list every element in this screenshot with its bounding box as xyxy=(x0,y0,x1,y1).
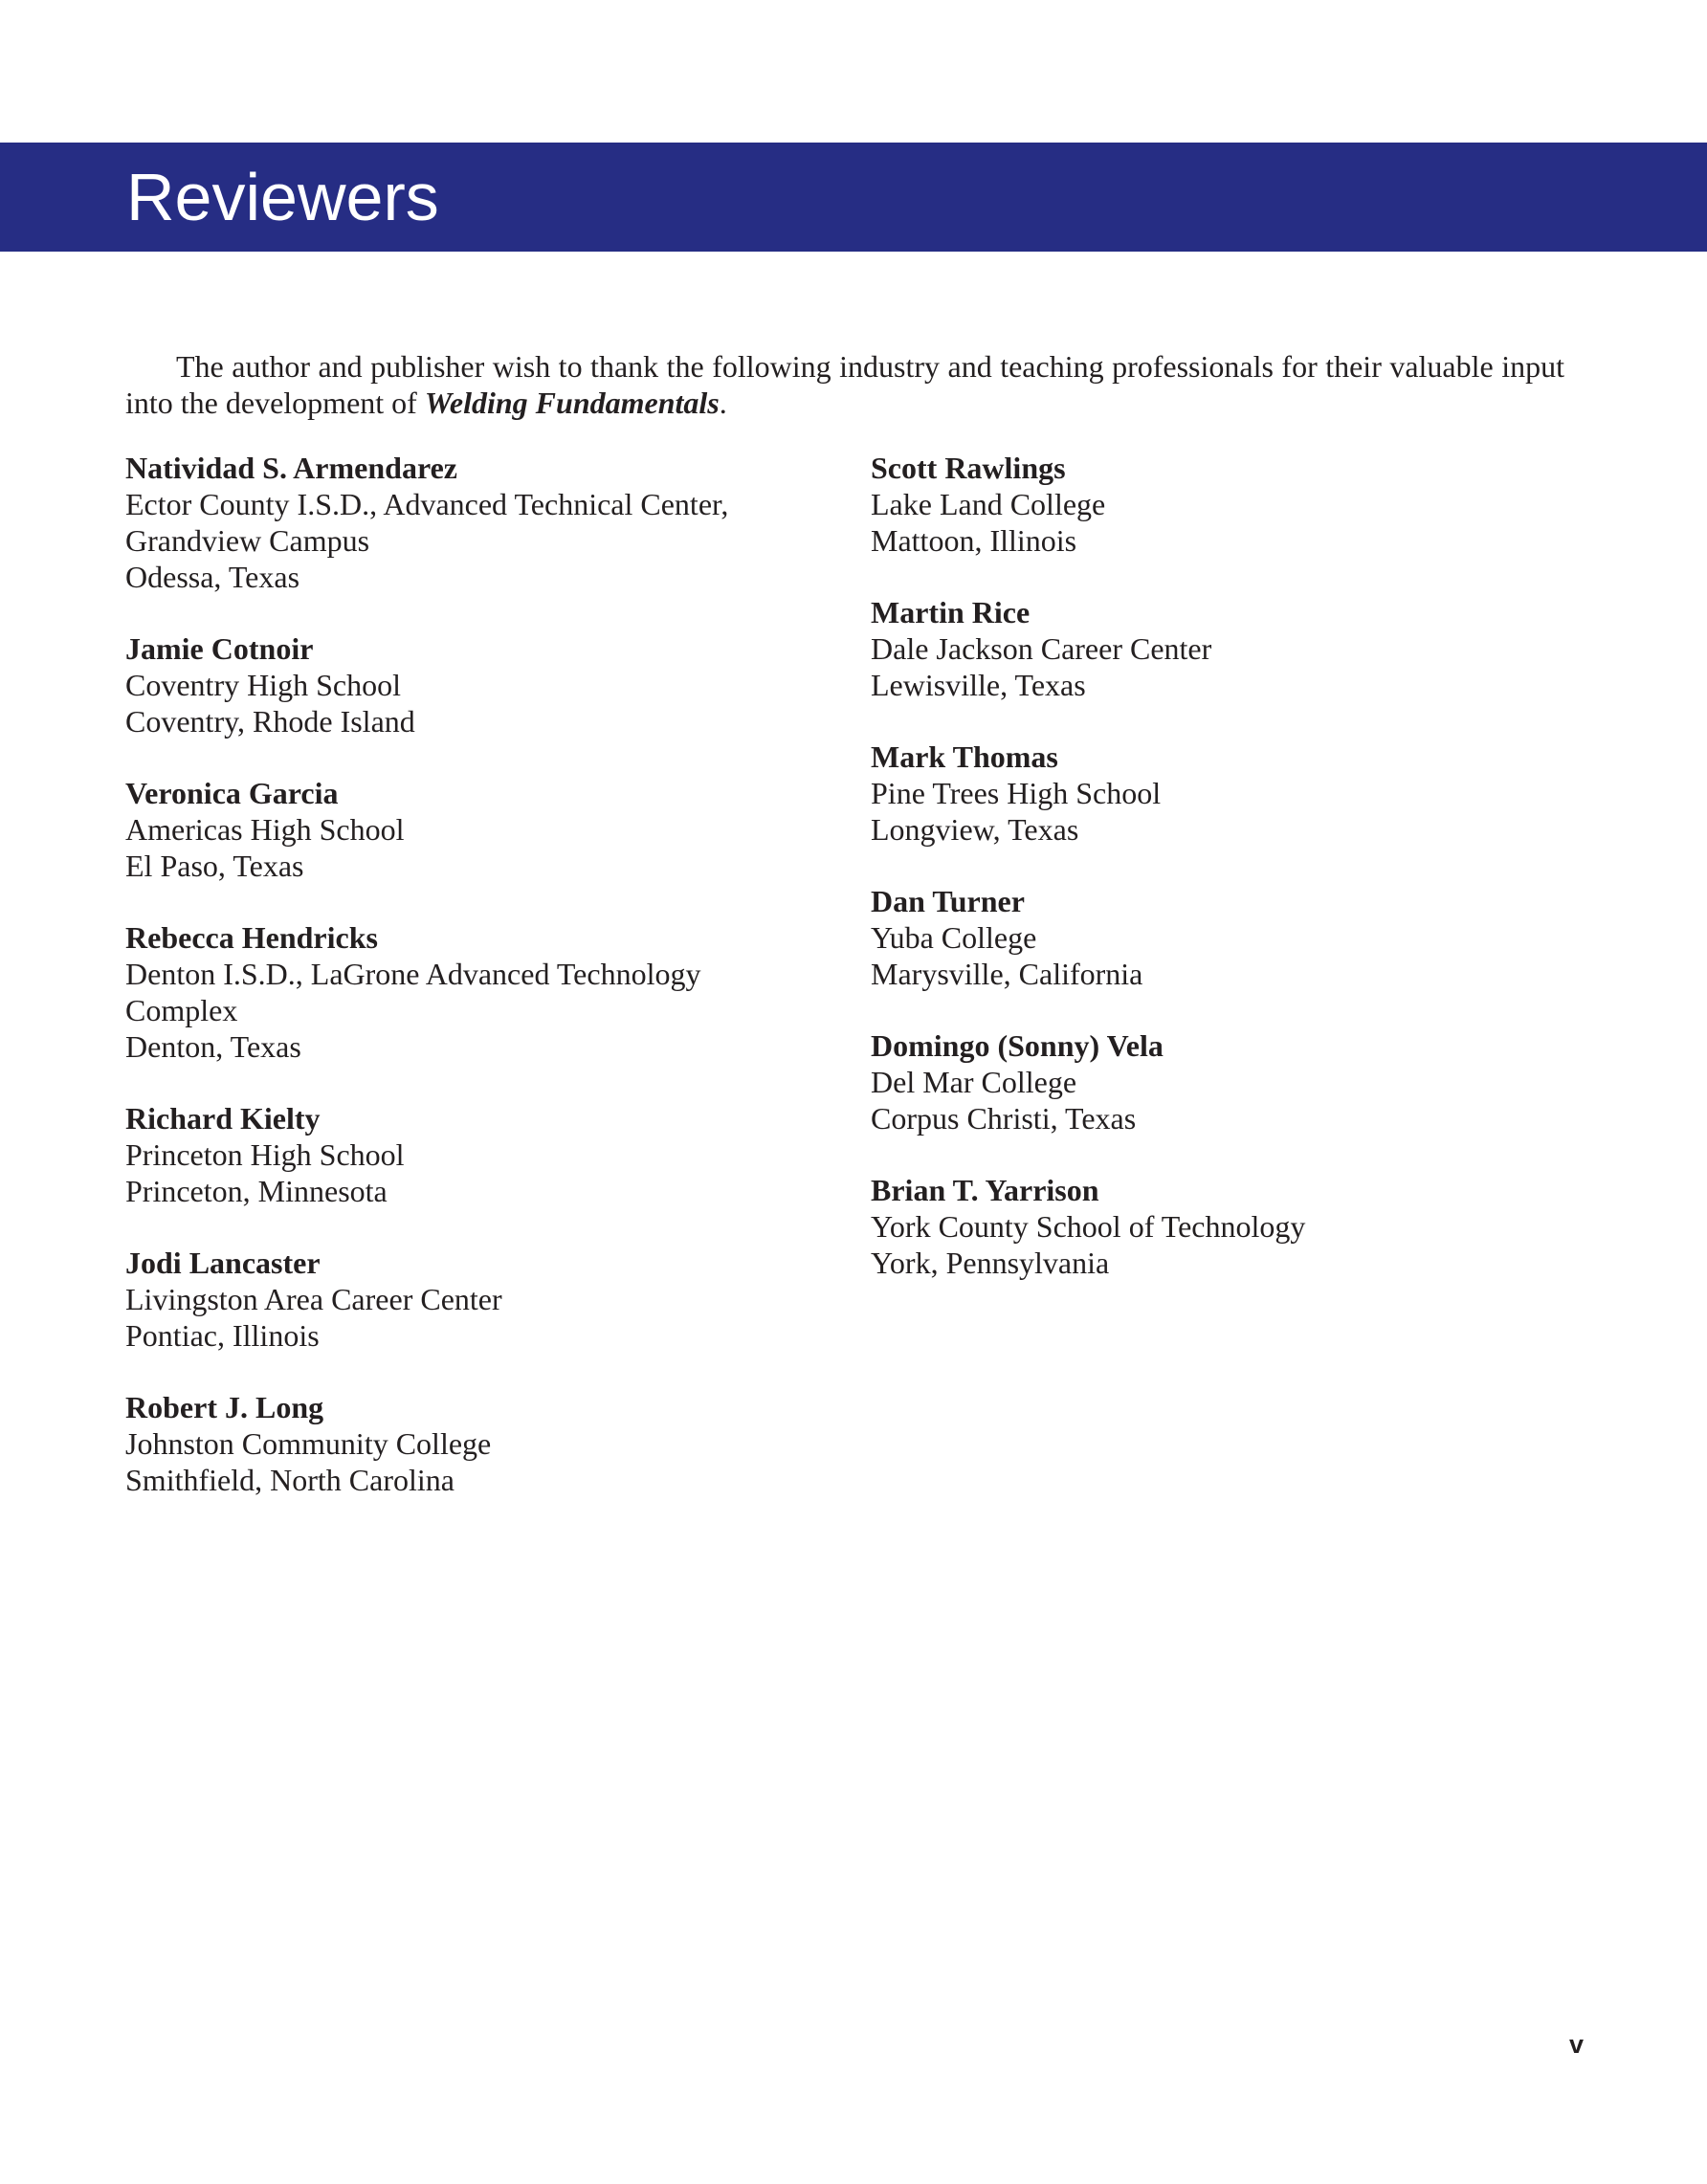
intro-text-end: . xyxy=(719,386,727,420)
reviewer-entry xyxy=(125,630,824,739)
reviewer-affiliation-line: Americas High School xyxy=(125,812,405,847)
title-band xyxy=(0,143,1707,252)
reviewer-name: Mark Thomas xyxy=(871,739,1058,774)
reviewer-affiliation-line: Dale Jackson Career Center xyxy=(871,631,1212,666)
reviewer-affiliation-line: Corpus Christi, Texas xyxy=(871,1101,1137,1136)
reviewer-affiliation-line: York County School of Technology xyxy=(871,1209,1306,1244)
reviewer-column-left xyxy=(125,450,824,1533)
reviewer-affiliation-line: Complex xyxy=(125,993,238,1027)
intro-text: The author and publisher wish to thank the following industry and teaching professionals for their valuable input into the development of xyxy=(125,349,1564,420)
reviewer-affiliation-line: Odessa, Texas xyxy=(125,560,300,594)
reviewer-entry xyxy=(871,1027,1569,1136)
reviewer-name: Scott Rawlings xyxy=(871,451,1066,485)
reviewer-name: Jamie Cotnoir xyxy=(125,631,314,666)
reviewer-affiliation-line: York, Pennsylvania xyxy=(871,1246,1110,1280)
reviewer-affiliation-line: Pontiac, Illinois xyxy=(125,1318,320,1353)
reviewer-entry xyxy=(125,919,824,1065)
reviewer-entry xyxy=(871,739,1569,848)
reviewer-column-right xyxy=(871,450,1569,1316)
reviewer-name: Rebecca Hendricks xyxy=(125,920,378,955)
reviewer-affiliation-line: Johnston Community College xyxy=(125,1426,492,1461)
reviewer-affiliation-line: Denton, Texas xyxy=(125,1029,301,1064)
reviewer-entry xyxy=(125,775,824,884)
intro-paragraph xyxy=(125,348,1564,421)
reviewer-entry xyxy=(871,594,1569,703)
reviewer-entry xyxy=(125,1389,824,1498)
reviewer-name: Brian T. Yarrison xyxy=(871,1173,1099,1207)
page-title: Reviewers xyxy=(126,160,439,234)
reviewer-affiliation-line: Del Mar College xyxy=(871,1065,1077,1099)
reviewer-affiliation-line: Denton I.S.D., LaGrone Advanced Technology xyxy=(125,957,701,991)
page-number: v xyxy=(1569,2030,1585,2059)
reviewer-affiliation-line: Lewisville, Texas xyxy=(871,668,1086,702)
reviewer-affiliation-line: Longview, Texas xyxy=(871,812,1079,847)
reviewer-affiliation-line: Ector County I.S.D., Advanced Technical Center, xyxy=(125,487,729,521)
reviewer-affiliation-line: El Paso, Texas xyxy=(125,849,304,883)
reviewer-name: Domingo (Sonny) Vela xyxy=(871,1028,1164,1063)
reviewer-entry xyxy=(125,1245,824,1354)
reviewer-affiliation-line: Smithfield, North Carolina xyxy=(125,1463,454,1497)
reviewer-name: Veronica Garcia xyxy=(125,776,339,810)
reviewer-entry xyxy=(871,450,1569,559)
reviewer-affiliation-line: Mattoon, Illinois xyxy=(871,523,1077,558)
reviewer-name: Jodi Lancaster xyxy=(125,1246,321,1280)
reviewer-affiliation-line: Pine Trees High School xyxy=(871,776,1162,810)
reviewer-name: Richard Kielty xyxy=(125,1101,321,1136)
reviewer-affiliation-line: Yuba College xyxy=(871,920,1037,955)
reviewer-name: Martin Rice xyxy=(871,595,1031,629)
reviewer-name: Robert J. Long xyxy=(125,1390,324,1424)
reviewer-name: Dan Turner xyxy=(871,884,1025,918)
reviewer-affiliation-line: Coventry High School xyxy=(125,668,401,702)
reviewer-name: Natividad S. Armendarez xyxy=(125,451,457,485)
reviewer-affiliation-line: Coventry, Rhode Island xyxy=(125,704,415,739)
reviewer-affiliation-line: Marysville, California xyxy=(871,957,1143,991)
reviewer-affiliation-line: Livingston Area Career Center xyxy=(125,1282,502,1316)
reviewer-affiliation-line: Princeton, Minnesota xyxy=(125,1174,388,1208)
reviewer-entry xyxy=(871,1172,1569,1281)
reviewer-entry xyxy=(125,450,824,595)
reviewer-entry xyxy=(125,1100,824,1209)
reviewer-affiliation-line: Grandview Campus xyxy=(125,523,370,558)
reviewer-affiliation-line: Princeton High School xyxy=(125,1137,405,1172)
book-title: Welding Fundamentals xyxy=(424,386,720,420)
reviewer-affiliation-line: Lake Land College xyxy=(871,487,1106,521)
reviewer-entry xyxy=(871,883,1569,992)
